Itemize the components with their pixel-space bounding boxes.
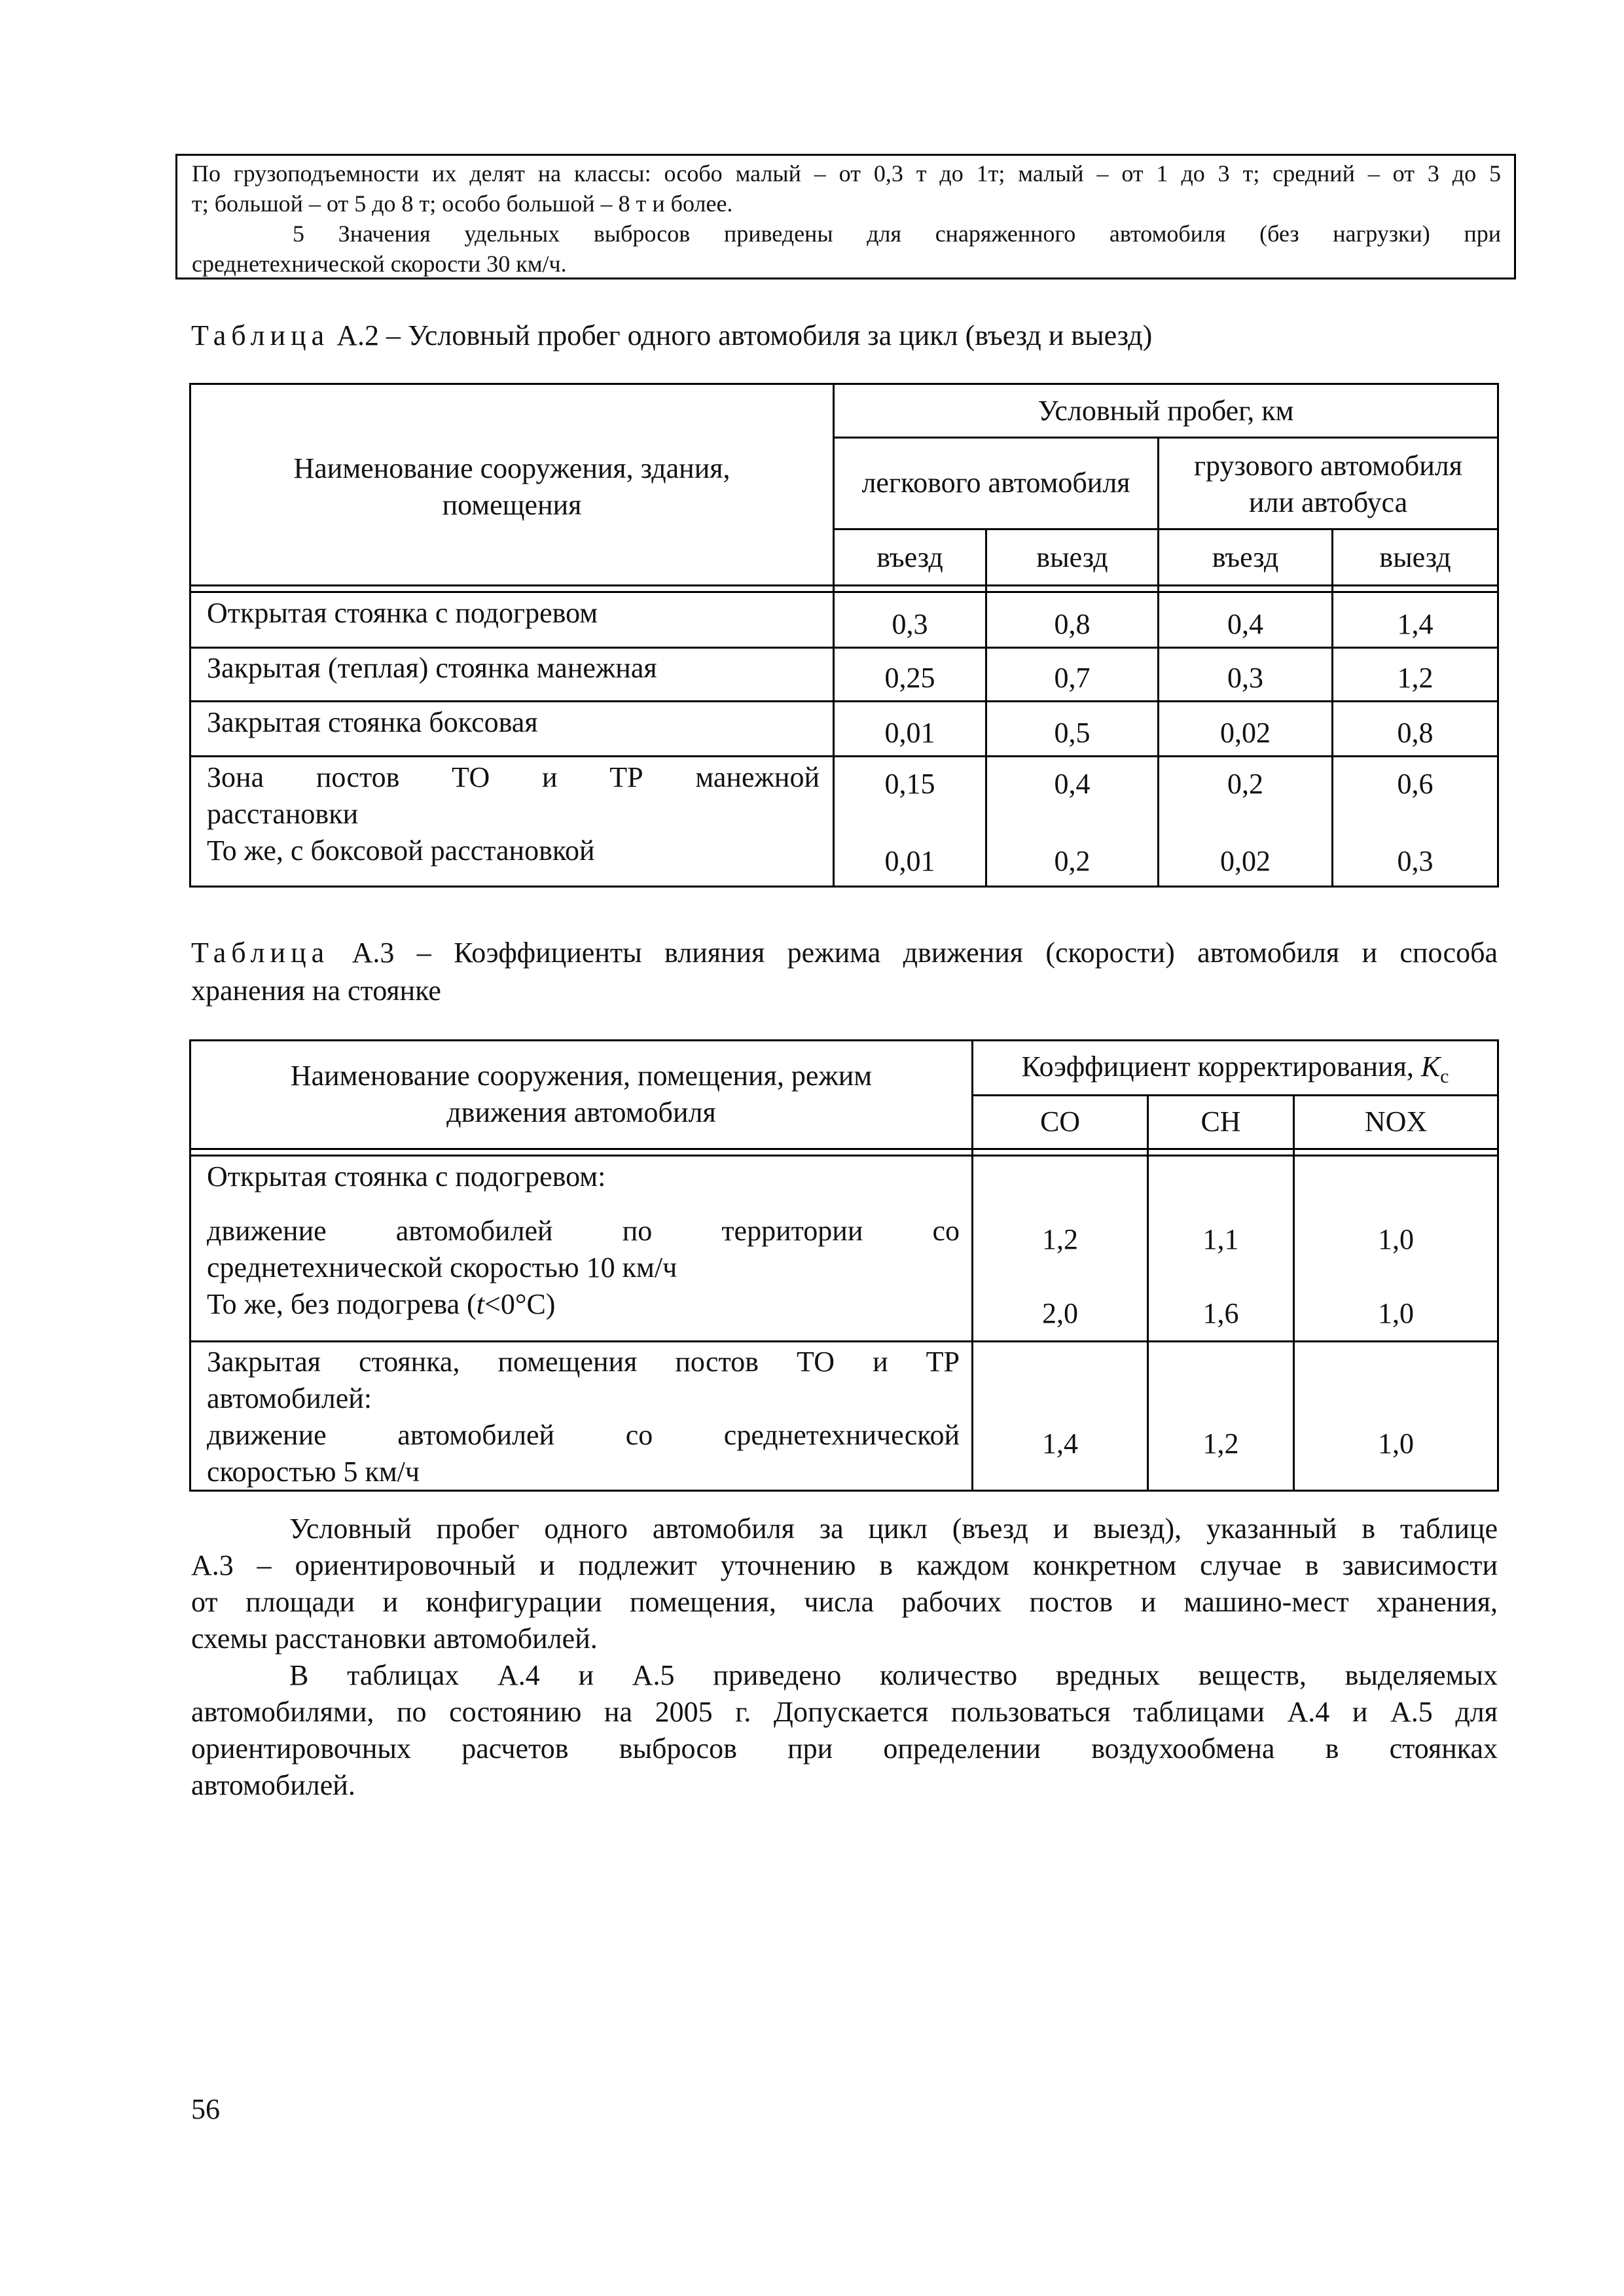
note-line-1: По грузоподъемности их делят на классы: особо малый – от 0,3 т до 1т; малый – от 1 до 3 т; средний – от 3 до 5 [192,160,1501,187]
table3-caption-line-2: хранения на стоянке [191,975,441,1007]
table2-header-name-2: помещения [442,489,582,521]
table3-g2r1-line-2: скоростью 5 км/ч [207,1456,420,1488]
table3-header-coef-sub: c [1440,1065,1449,1087]
table3-header-coef-text: Коэффициент корректирования, [1021,1050,1414,1083]
table2-row-4-v1: 0,15 [884,768,935,800]
table3-g1r2-label [207,1286,555,1323]
table3-g1r1-ch: 1,1 [1202,1223,1239,1255]
table2-row-4-name-2: расстановки [207,798,359,830]
page-number: 56 [191,2093,220,2125]
table2-header-group: Условный пробег, км [1038,395,1294,427]
paragraph-1-line-2: А.3 – ориентировочный и подлежит уточнению в каждом конкретном случае в зависимости [191,1549,1498,1581]
table2-row-4-v4: 0,6 [1397,768,1434,800]
table2-sub-car-out: выезд [1036,541,1108,573]
table2-row-3-name: Закрытая стоянка боксовая [207,706,538,738]
table3-group-1-title: Открытая стоянка с подогревом: [207,1160,606,1193]
paragraph-2-line-4: автомобилей. [191,1769,355,1801]
table3-col-nox: NOX [1364,1105,1428,1138]
paragraph-1-line-1: Условный пробег одного автомобиля за цикл (въезд и выезд), указанный в таблице [289,1513,1498,1545]
table3-caption-word: Таблица [191,937,330,969]
table2-row-3-v2: 0,5 [1054,717,1091,749]
table3-caption-rest-1: А.3 – Коэффициенты влияния режима движения (скорости) автомобиля и способа [352,937,1498,969]
paragraph-1 [191,1511,1498,1657]
table3-header-name-2: движения автомобиля [446,1096,716,1128]
table3-g2r1-ch: 1,2 [1202,1427,1239,1460]
table3-g1r2-co: 2,0 [1042,1297,1078,1329]
table2-sub-truck-in: въезд [1212,541,1279,573]
table3-group-2-line-2: автомобилей: [207,1382,372,1414]
table3-g1r2-nox: 1,0 [1378,1297,1414,1329]
table2-row-5-v4: 0,3 [1397,845,1434,877]
table3-g2r1-line-1: движение автомобилей со среднетехнической [207,1419,960,1451]
table3-g1r2-suffix: <0°C) [484,1288,556,1320]
table2-row-2-v2: 0,7 [1054,662,1091,694]
table3-g1r1-nox: 1,0 [1378,1223,1414,1255]
table2-header-truck-1: грузового автомобиля [1193,450,1462,482]
paragraph-2 [191,1657,1498,1804]
note-line-2: т; большой – от 5 до 8 т; особо большой – 8 т и более. [192,190,733,217]
table3-g1r1-line-2: среднетехнической скоростью 10 км/ч [207,1251,677,1283]
table2-row-1-v2: 0,8 [1054,608,1091,640]
table3-g1r2-ch: 1,6 [1202,1297,1239,1329]
paragraph-1-line-4: схемы расстановки автомобилей. [191,1623,598,1655]
table2-row-2-v3: 0,3 [1227,662,1263,694]
note-line-3: 5 Значения удельных выбросов приведены для снаряженного автомобиля (без нагрузки) при [293,221,1501,247]
table3-g1r2-t: t [476,1288,485,1320]
note-box [175,154,1516,279]
table2-row-1-name: Открытая стоянка с подогревом [207,597,598,629]
paragraph-2-line-2: автомобилями, по состоянию на 2005 г. Допускается пользоваться таблицами А.4 и А.5 для [191,1696,1498,1728]
table2-row-2-v1: 0,25 [884,662,935,694]
table2-row-5-v1: 0,01 [884,845,935,877]
table3-g2r1-co: 1,4 [1042,1427,1078,1460]
table2-row-5-v3: 0,02 [1220,845,1271,877]
table3-caption-line-1 [191,934,1498,972]
note-line-4: среднетехнической скорости 30 км/ч. [192,251,567,277]
table2-row-3-v4: 0,8 [1397,717,1434,749]
table3-g1r2-prefix: То же, без подогрева ( [207,1288,477,1320]
paragraph-2-line-3: ориентировочных расчетов выбросов при определении воздухообмена в стоянках [191,1732,1498,1765]
table2-sub-truck-out: выезд [1379,541,1451,573]
table2-row-2-v4: 1,2 [1397,662,1434,694]
table3-group-2-line-1: Закрытая стоянка, помещения постов ТО и ТР [207,1346,960,1378]
table3-header-coef-symbol: K [1420,1050,1441,1083]
paragraph-2-line-1: В таблицах А.4 и А.5 приведено количество вредных веществ, выделяемых [289,1659,1498,1691]
table2-row-4-v2: 0,4 [1054,768,1091,800]
table3-col-co: CO [1039,1105,1081,1138]
paragraph-1-line-3: от площади и конфигурации помещения, числа рабочих постов и машино-мест хранения, [191,1586,1498,1618]
table3-header-coef [973,1049,1497,1095]
table2-row-4-v3: 0,2 [1227,768,1263,800]
table2-row-2-name: Закрытая (теплая) стоянка манежная [207,652,657,684]
table3-g2r1-nox: 1,0 [1378,1427,1414,1460]
table2-sub-car-in: въезд [876,541,943,573]
table2-header-car: легкового автомобиля [861,467,1130,499]
table2-header-truck-2: или автобуса [1248,486,1408,518]
table3-g1r1-line-1: движение автомобилей по территории со [207,1215,960,1247]
table2-caption-rest: А.2 – Условный пробег одного автомобиля за цикл (въезд и выезд) [336,319,1153,351]
table2-row-4-name-1: Зона постов ТО и ТР манежной [207,761,820,793]
table2-row-1-v3: 0,4 [1227,608,1263,640]
table2-row-5-v2: 0,2 [1054,845,1091,877]
table2-row-5-name: То же, с боксовой расстановкой [207,834,595,867]
table2-header-name-1: Наименование сооружения, здания, [293,452,731,484]
table2-row-3-v3: 0,02 [1220,717,1271,749]
table3-col-ch: CH [1200,1105,1241,1138]
table3-header-name-1: Наименование сооружения, помещения, режим [290,1060,873,1092]
table2-row-3-v1: 0,01 [884,717,935,749]
table2-row-1-v4: 1,4 [1397,608,1434,640]
table2-caption [191,317,1152,355]
table2-row-1-v1: 0,3 [892,608,928,640]
table3-g1r1-co: 1,2 [1042,1223,1078,1255]
table2-caption-word: Таблица [191,319,330,351]
